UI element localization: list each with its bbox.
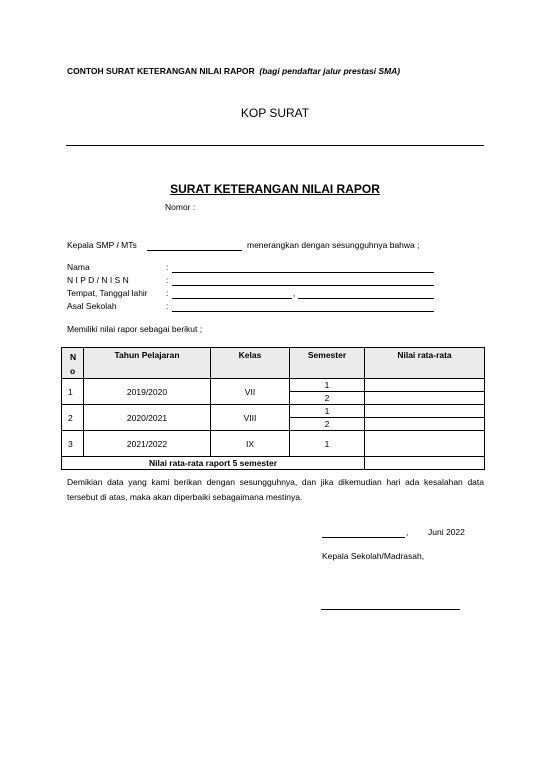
col-header-kelas: Kelas xyxy=(211,348,290,379)
footer-average-cell[interactable] xyxy=(365,457,485,470)
nisn-blank[interactable] xyxy=(172,285,434,286)
table-row xyxy=(62,405,485,418)
field-label-nama: Nama xyxy=(67,262,90,272)
row-kelas: VII xyxy=(211,379,290,405)
table-row xyxy=(62,431,485,457)
field-colon: : xyxy=(166,301,169,311)
table-footer-row xyxy=(62,457,485,470)
row-no: 1 xyxy=(62,379,84,405)
row-year: 2019/2020 xyxy=(84,379,211,405)
field-label-asal-sekolah: Asal Sekolah xyxy=(67,301,117,311)
grades-table xyxy=(61,347,485,470)
col-header-semester: Semester xyxy=(290,348,365,379)
signature-comma: , xyxy=(406,527,409,537)
row-nilai-cell[interactable] xyxy=(365,392,485,405)
row-semester: 2 xyxy=(290,392,365,405)
closing-paragraph: Demikian data yang kami berikan dengan sesungguhnya, dan jika dikemudian hari ada kesalahan data tersebut di atas, maka akan diperbaiki sebagaimana mestinya. xyxy=(67,477,484,502)
field-label-nisn: N I P D / N I S N xyxy=(67,275,129,285)
document-number: Nomor : xyxy=(165,202,196,212)
signature-line[interactable] xyxy=(321,609,460,610)
header-italic-note: (bagi pendaftar jalur prestasi SMA) xyxy=(259,66,401,76)
col-header-tahun: Tahun Pelajaran xyxy=(84,348,211,379)
field-comma: , xyxy=(293,288,296,298)
intro-prefix: Kepala SMP / MTs xyxy=(67,240,137,250)
row-no: 3 xyxy=(62,431,84,457)
field-colon: : xyxy=(166,288,169,298)
field-colon: : xyxy=(166,275,169,285)
row-semester: 1 xyxy=(290,405,365,418)
field-label-ttl: Tempat, Tanggal lahir xyxy=(67,288,148,298)
document-header-note xyxy=(67,66,400,76)
row-nilai-cell[interactable] xyxy=(365,431,485,457)
letterhead-divider xyxy=(66,145,484,146)
row-semester: 1 xyxy=(290,379,365,392)
row-kelas: VIII xyxy=(211,405,290,431)
row-nilai-cell[interactable] xyxy=(365,405,485,418)
table-header-row xyxy=(62,348,485,379)
intro-suffix: menerangkan dengan sesungguhnya bahwa ; xyxy=(247,240,420,250)
row-semester: 2 xyxy=(290,418,365,431)
birthdate-blank[interactable] xyxy=(298,298,434,299)
row-semester: 1 xyxy=(290,431,365,457)
row-nilai-cell[interactable] xyxy=(365,379,485,392)
letterhead-placeholder: KOP SURAT xyxy=(240,106,310,120)
row-kelas: IX xyxy=(211,431,290,457)
document-title: SURAT KETERANGAN NILAI RAPOR xyxy=(170,182,380,196)
col-header-no: N o xyxy=(62,348,84,379)
place-blank[interactable] xyxy=(322,537,405,538)
row-year: 2021/2022 xyxy=(84,431,211,457)
col-header-nilai: Nilai rata-rata xyxy=(365,348,485,379)
birthplace-blank[interactable] xyxy=(172,298,292,299)
nama-blank[interactable] xyxy=(172,272,434,273)
row-no: 2 xyxy=(62,405,84,431)
footer-label: Nilai rata-rata raport 5 semester xyxy=(62,457,365,470)
field-colon: : xyxy=(166,262,169,272)
row-nilai-cell[interactable] xyxy=(365,418,485,431)
header-main-text: CONTOH SURAT KETERANGAN NILAI RAPOR xyxy=(67,66,255,76)
signature-role: Kepala Sekolah/Madrasah, xyxy=(322,551,425,561)
asal-sekolah-blank[interactable] xyxy=(172,311,434,312)
signature-date: Juni 2022 xyxy=(428,527,465,537)
row-year: 2020/2021 xyxy=(84,405,211,431)
table-lead-text: Memiliki nilai rapor sebagai berikut ; xyxy=(67,324,203,334)
table-row xyxy=(62,379,485,392)
school-name-blank[interactable] xyxy=(147,250,242,251)
